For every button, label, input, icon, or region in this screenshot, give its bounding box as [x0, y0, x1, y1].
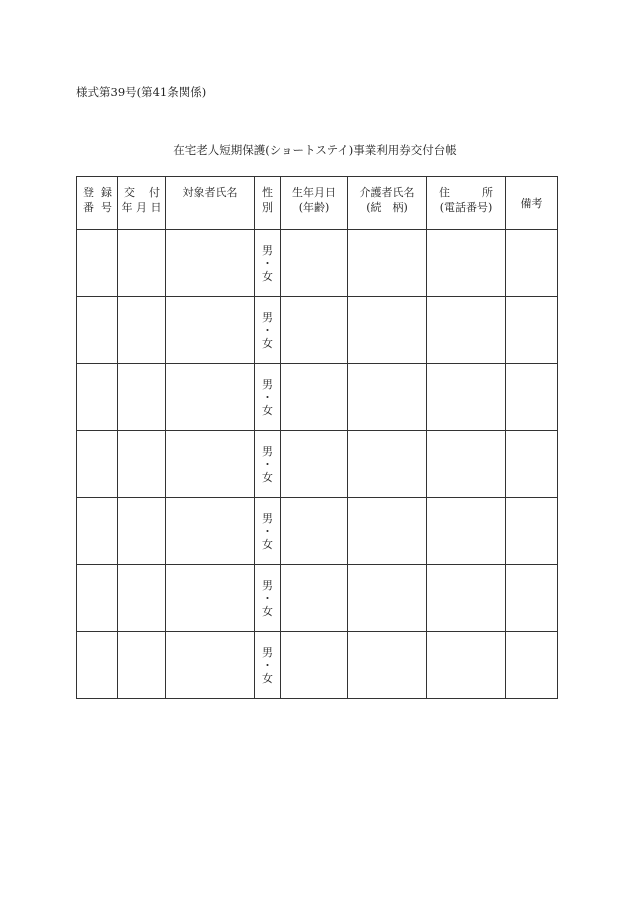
sex-female-label: 女	[262, 403, 273, 417]
header-remarks: 備考	[506, 177, 558, 230]
header-birth-date: 生年月日 (年齢)	[281, 177, 348, 230]
cell-birth-date[interactable]	[281, 364, 348, 431]
cell-subject-name[interactable]	[166, 565, 255, 632]
cell-registration-number[interactable]	[77, 431, 118, 498]
sex-female-label: 女	[262, 470, 273, 484]
cell-caregiver-name[interactable]	[348, 632, 427, 699]
cell-remarks[interactable]	[506, 230, 558, 297]
cell-remarks[interactable]	[506, 632, 558, 699]
cell-address[interactable]	[427, 297, 506, 364]
cell-subject-name[interactable]	[166, 230, 255, 297]
ledger-table	[76, 176, 558, 699]
cell-caregiver-name[interactable]	[348, 364, 427, 431]
sex-separator: ・	[262, 658, 273, 672]
cell-sex[interactable]	[255, 364, 281, 431]
sex-male-label: 男	[262, 578, 273, 592]
header-caregiver-name: 介護者氏名 (続 柄)	[348, 177, 427, 230]
cell-subject-name[interactable]	[166, 431, 255, 498]
cell-sex[interactable]	[255, 632, 281, 699]
cell-issue-date[interactable]	[118, 632, 166, 699]
cell-caregiver-name[interactable]	[348, 498, 427, 565]
cell-birth-date[interactable]	[281, 632, 348, 699]
cell-issue-date[interactable]	[118, 431, 166, 498]
cell-caregiver-name[interactable]	[348, 297, 427, 364]
header-registration-number: 登 録 番 号	[77, 177, 118, 230]
table-row	[77, 297, 558, 364]
cell-sex[interactable]	[255, 297, 281, 364]
cell-issue-date[interactable]	[118, 230, 166, 297]
cell-registration-number[interactable]	[77, 565, 118, 632]
header-sex: 性 別	[255, 177, 281, 230]
table-row	[77, 565, 558, 632]
table-row	[77, 498, 558, 565]
cell-address[interactable]	[427, 431, 506, 498]
cell-remarks[interactable]	[506, 565, 558, 632]
cell-remarks[interactable]	[506, 498, 558, 565]
sex-male-label: 男	[262, 444, 273, 458]
cell-caregiver-name[interactable]	[348, 431, 427, 498]
sex-female-label: 女	[262, 604, 273, 618]
cell-issue-date[interactable]	[118, 297, 166, 364]
cell-sex[interactable]	[255, 498, 281, 565]
cell-sex[interactable]	[255, 431, 281, 498]
cell-registration-number[interactable]	[77, 364, 118, 431]
cell-registration-number[interactable]	[77, 230, 118, 297]
cell-address[interactable]	[427, 565, 506, 632]
sex-male-label: 男	[262, 511, 273, 525]
cell-caregiver-name[interactable]	[348, 565, 427, 632]
cell-remarks[interactable]	[506, 431, 558, 498]
header-issue-date: 交 付 年 月 日	[118, 177, 166, 230]
cell-caregiver-name[interactable]	[348, 230, 427, 297]
sex-female-label: 女	[262, 336, 273, 350]
cell-address[interactable]	[427, 498, 506, 565]
cell-registration-number[interactable]	[77, 498, 118, 565]
table-row	[77, 230, 558, 297]
cell-sex[interactable]	[255, 230, 281, 297]
cell-remarks[interactable]	[506, 297, 558, 364]
table-row	[77, 364, 558, 431]
cell-birth-date[interactable]	[281, 297, 348, 364]
cell-subject-name[interactable]	[166, 498, 255, 565]
sex-female-label: 女	[262, 671, 273, 685]
cell-birth-date[interactable]	[281, 498, 348, 565]
sex-female-label: 女	[262, 269, 273, 283]
sex-female-label: 女	[262, 537, 273, 551]
sex-male-label: 男	[262, 377, 273, 391]
cell-subject-name[interactable]	[166, 632, 255, 699]
sex-separator: ・	[262, 323, 273, 337]
cell-sex[interactable]	[255, 565, 281, 632]
cell-address[interactable]	[427, 632, 506, 699]
sex-male-label: 男	[262, 310, 273, 324]
cell-subject-name[interactable]	[166, 364, 255, 431]
sex-separator: ・	[262, 256, 273, 270]
header-address: 住 所 (電話番号)	[427, 177, 506, 230]
sex-separator: ・	[262, 390, 273, 404]
sex-male-label: 男	[262, 243, 273, 257]
table-row	[77, 632, 558, 699]
header-subject-name: 対象者氏名	[166, 177, 255, 230]
sex-separator: ・	[262, 524, 273, 538]
cell-birth-date[interactable]	[281, 565, 348, 632]
cell-issue-date[interactable]	[118, 364, 166, 431]
cell-issue-date[interactable]	[118, 498, 166, 565]
cell-remarks[interactable]	[506, 364, 558, 431]
document-title: 在宅老人短期保護(ショートステイ)事業利用券交付台帳	[173, 143, 457, 157]
sex-male-label: 男	[262, 645, 273, 659]
cell-address[interactable]	[427, 230, 506, 297]
header-row	[77, 177, 558, 230]
sex-separator: ・	[262, 591, 273, 605]
cell-subject-name[interactable]	[166, 297, 255, 364]
cell-issue-date[interactable]	[118, 565, 166, 632]
form-number: 様式第39号(第41条関係)	[76, 85, 207, 99]
cell-registration-number[interactable]	[77, 297, 118, 364]
cell-address[interactable]	[427, 364, 506, 431]
cell-birth-date[interactable]	[281, 230, 348, 297]
table-row	[77, 431, 558, 498]
cell-registration-number[interactable]	[77, 632, 118, 699]
sex-separator: ・	[262, 457, 273, 471]
cell-birth-date[interactable]	[281, 431, 348, 498]
